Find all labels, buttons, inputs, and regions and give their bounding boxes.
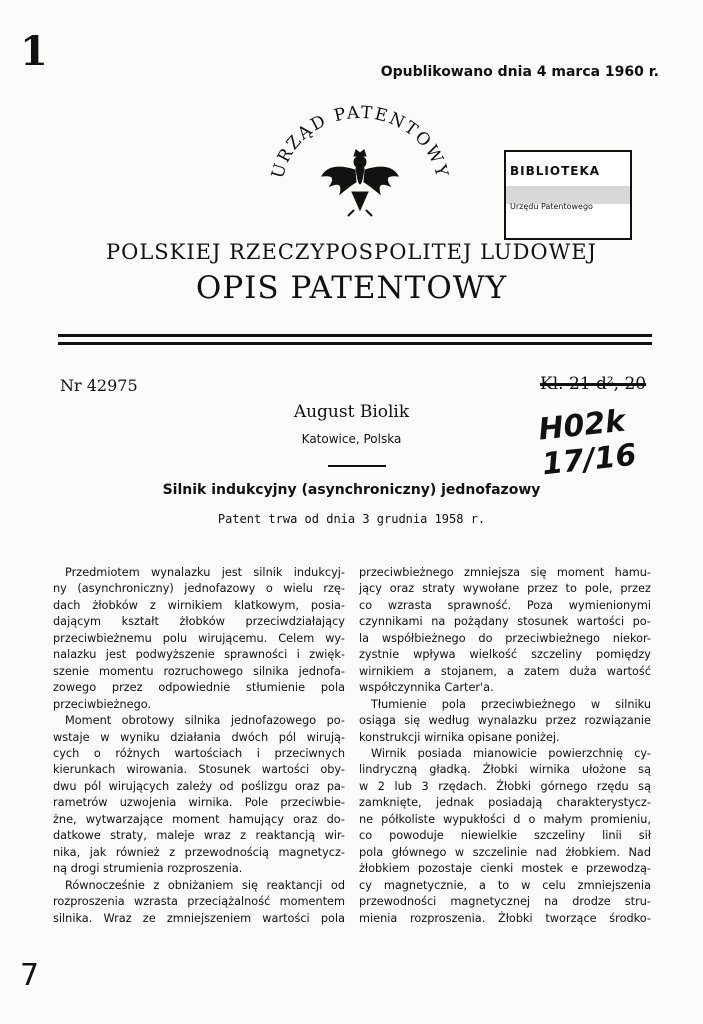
text-line: ne półkoliste wypukłości d o małym promieniu, — [359, 812, 651, 826]
patent-class-handwritten: H02k 17/16 — [536, 403, 639, 483]
text-line: pola głównego w szczelinie nad żłobkiem. Nad — [359, 845, 651, 859]
author-name: August Biolik — [293, 402, 410, 422]
seal-arc-text: URZĄD PATENTOWY — [267, 104, 452, 181]
text-line: współczynnika Carter'a. — [359, 681, 494, 695]
text-line: zamknięte, jednak posiadają charakterystycz- — [359, 796, 651, 810]
text-line: ną drogi strumienia rozproszenia. — [53, 862, 243, 876]
text-line: przeciwbieżnemu polu wirującemu. Celem wy- — [53, 631, 345, 645]
body-column-right — [359, 565, 651, 927]
text-line: w 2 lub 3 rzędach. Żłobki górnego rzędu są — [359, 779, 651, 793]
text-line: co wzrasta sprawność. Poza wymienionymi — [359, 598, 651, 612]
section-divider — [328, 465, 386, 467]
text-line: zystnie wpływa wielkość szczeliny pomiędzy — [359, 648, 651, 662]
text-line: Równocześnie z obniżaniem się reaktancji od — [65, 878, 345, 892]
text-line: szenie momentu rozruchowego silnika jednofa- — [53, 664, 345, 678]
text-line: co powoduje niewielkie szczeliny linii sił — [359, 829, 651, 843]
text-line: osiąga się według wynalazku przez rozwiązanie — [359, 714, 651, 728]
text-line: wstaje w wyniku działania dwóch pól wirują- — [53, 730, 345, 744]
patent-class-struck: Kl. 21 d², 20 — [540, 374, 647, 394]
text-line: rametrów uzwojenia wirnika. Pole przeciwbie- — [53, 796, 345, 810]
text-line: przewodności magnetycznej na drodze stru- — [359, 895, 651, 909]
text-line: cy magnetycznie, a to w celu zmniejszenia — [359, 878, 651, 892]
text-line: datkowe straty, maleje wraz z reaktancją wir- — [53, 829, 345, 843]
text-line: ny (asynchroniczny) jednofazowy o wielu rzę- — [53, 582, 345, 596]
text-line: żłobkiem pozostaje cienki mostek e przewodzą- — [359, 862, 651, 876]
text-line: przeciwbieżnego. — [53, 697, 152, 711]
text-line: rozproszenia wzrasta przeciążalność momentem — [53, 895, 345, 909]
stamp-subtitle: Urzędu Patentowego — [510, 202, 593, 211]
author-city: Katowice, Polska — [301, 432, 402, 446]
text-line: la współbieżnego do przeciwbieżnego niekor- — [359, 631, 651, 645]
text-line: przeciwbieżnego zmniejsza się moment hamu- — [359, 566, 651, 579]
text-line: cych o różnych wartościach i przeciwnych — [53, 746, 345, 760]
patent-term: Patent trwa od dnia 3 grudnia 1958 r. — [217, 512, 486, 526]
text-line: żne, wytwarzające moment hamujący oraz do- — [53, 812, 345, 826]
text-line: Moment obrotowy silnika jednofazowego po- — [65, 714, 345, 728]
text-line: Tłumienie pola przeciwbieżnego w silniku — [371, 697, 651, 711]
page-corner-mark: 1 — [20, 28, 48, 75]
text-line: dającym kształt żłobków przeciwdziałający — [53, 615, 345, 629]
text-line: silnika. Wraz ze zmniejszeniem wartości pola — [53, 911, 345, 925]
header-rule-bottom — [58, 342, 652, 345]
publication-date: Opublikowano dnia 4 marca 1960 r. — [380, 64, 659, 80]
text-line: kierunkach wirowania. Stosunek wartości oby- — [53, 763, 345, 777]
text-line: jący oraz straty wywołane przez to pole, przez — [359, 582, 651, 596]
patent-number: Nr 42975 — [60, 376, 138, 395]
text-line: Przedmiotem wynalazku jest silnik indukcyj- — [65, 566, 345, 579]
text-line: dwu pól wirujących zależy od poślizgu oraz pa- — [53, 779, 345, 793]
text-line: wirnikiem a stojanem, a zatem duża wartość — [359, 664, 651, 678]
library-stamp — [504, 150, 632, 240]
republic-heading: POLSKIEJ RZECZYPOSPOLITEJ LUDOWEJ — [106, 240, 597, 264]
eagle-icon — [322, 150, 398, 216]
header-rule-top — [58, 334, 652, 337]
body-column-left — [53, 565, 345, 927]
text-line: lindryczną gładką. Żłobki wirnika ułożone są — [359, 763, 651, 777]
text-line: zowego przez odpowiednie stłumienie pola — [53, 681, 345, 695]
text-line: nika, jak również z przewodnością magnetycz- — [53, 845, 345, 859]
patent-office-seal — [260, 104, 460, 234]
bottom-handwritten-mark: 7 — [20, 958, 40, 993]
text-line: Wirnik posiada mianowicie powierzchnię cy- — [371, 746, 651, 760]
invention-title: Silnik indukcyjny (asynchroniczny) jednofazowy — [162, 482, 541, 498]
text-line: mienia rozproszenia. Żłobki tworzące środko- — [359, 911, 651, 925]
text-line: dach żłobków z wirnikiem klatkowym, posia- — [53, 598, 345, 612]
document-title: OPIS PATENTOWY — [195, 270, 508, 306]
stamp-title: BIBLIOTEKA — [510, 164, 601, 178]
text-line: konstrukcji wirnika opisane poniżej. — [359, 730, 560, 744]
text-line: nalazku jest podwyższenie sprawności i zwięk- — [53, 648, 345, 662]
text-line: czynnikami na pożądany stosunek wartości po- — [359, 615, 651, 629]
